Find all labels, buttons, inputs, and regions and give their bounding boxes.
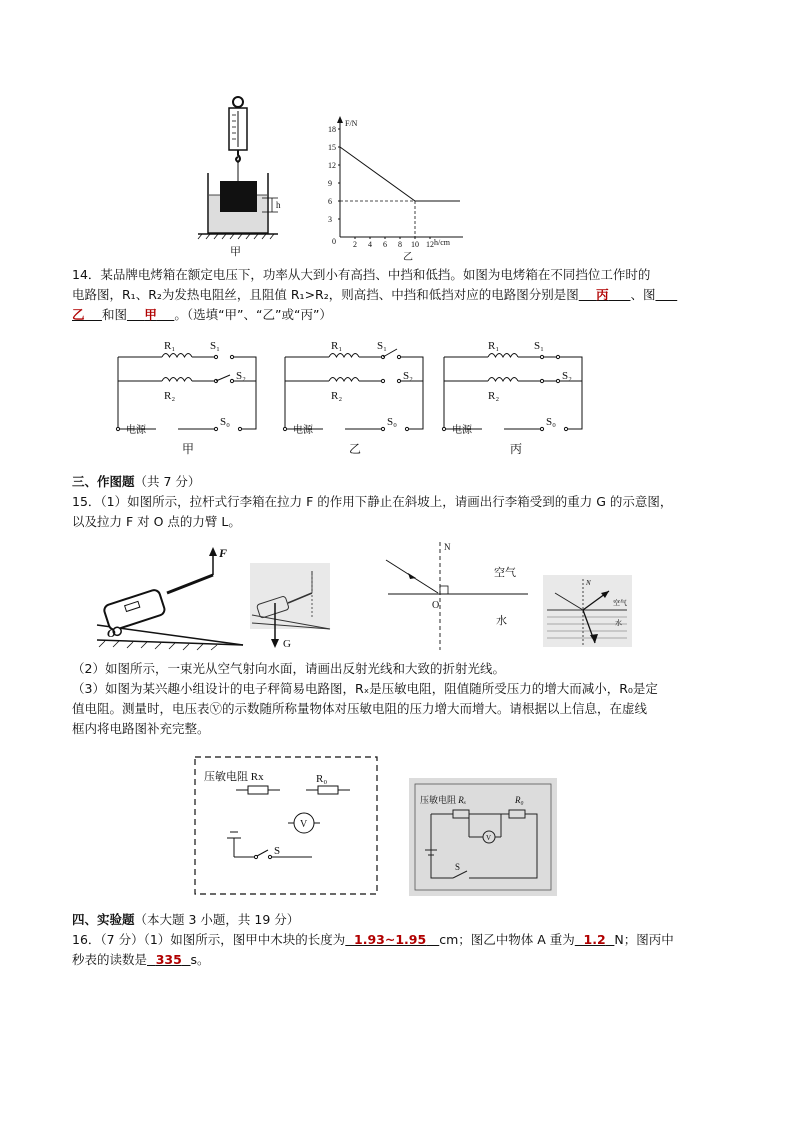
jia-s0: S₀ xyxy=(220,416,230,428)
q16-answer-3: 335 xyxy=(155,952,182,967)
jia-s1: S₁ xyxy=(210,340,220,352)
bing-s1: S₁ xyxy=(534,340,544,352)
x-tick-label: 12 xyxy=(426,240,434,249)
force-depth-graph xyxy=(318,112,468,262)
bing-s2: S₂ xyxy=(562,370,572,382)
y-tick-label: 15 xyxy=(328,143,336,152)
q14-line3 xyxy=(72,305,732,325)
yi-power: 电源 xyxy=(293,425,313,436)
q16-line1-text-a: 16．（7 分）（1）如图所示，图甲中木块的长度为 xyxy=(72,932,346,947)
q14-line2-text-a: 电路图，R₁、R₂为发热电阻丝，且阻值 R₁>R₂，则高挡、中挡和低挡对应的电路图分别是图 xyxy=(72,287,579,302)
q16-line2-text-a: 秒表的读数是 xyxy=(72,952,148,967)
q15-line2: 以及拉力 F 对 O 点的力臂 L。 xyxy=(72,514,241,529)
light-air-label: 空气 xyxy=(494,567,516,579)
section4-title: 四、实验题 xyxy=(72,912,135,927)
circuit-jia xyxy=(112,335,262,465)
q16-answer-1: 1.93~1.95 xyxy=(354,932,427,947)
jia-caption: 甲 xyxy=(182,442,195,456)
answer-photo-circuit-drawing xyxy=(409,778,557,896)
yi-r1: R₁ xyxy=(331,340,343,352)
jia-r1: R₁ xyxy=(164,340,176,352)
y-tick-label: 6 xyxy=(328,197,332,206)
light-water-label: 水 xyxy=(496,615,507,627)
jia-s2: S₂ xyxy=(236,370,246,382)
q14-line3-text-b: 。（选填“甲”、“乙”或“丙”） xyxy=(174,307,332,322)
light-refraction-figure xyxy=(380,540,530,652)
q14-answer-2: 乙 xyxy=(72,307,85,322)
q16-line1-text-b: cm；图乙中物体 A 重为 xyxy=(439,932,575,947)
x-tick-label: 4 xyxy=(368,240,372,249)
y-tick-label: 18 xyxy=(328,125,336,134)
circuit-bing xyxy=(438,335,588,465)
bing-power: 电源 xyxy=(452,425,472,436)
y-tick-label: 12 xyxy=(328,161,336,170)
q16-line2-text-b: s。 xyxy=(190,952,210,967)
q14-line2 xyxy=(72,285,732,305)
q15-part2: （2）如图所示，一束光从空气射向水面，请画出反射光线和大致的折射光线。 xyxy=(72,661,505,676)
bing-r1: R₁ xyxy=(488,340,500,352)
q14-line1: 14．某品牌电烤箱在额定电压下，功率从大到小有高挡、中挡和低挡。如图为电烤箱在不同挡位工作时的 xyxy=(72,267,651,282)
q14-line3-text-a: 和图 xyxy=(101,307,127,322)
q15-part3-line1: （3）如图为某兴趣小组设计的电子秤简易电路图，Rₓ是压敏电阻，阻值随所受压力的增大而减小，R₀是定 xyxy=(72,681,658,696)
circuit-yi xyxy=(279,335,429,465)
q15-part3-line2: 值电阻。测量时，电压表Ⓥ的示数随所称量物体对压敏电阻的压力增大而增大。请根据以上信息，在虚线 xyxy=(72,701,648,716)
x-tick-label: 6 xyxy=(383,240,387,249)
yi-caption: 乙 xyxy=(349,442,362,456)
q16-line2 xyxy=(72,950,732,970)
luggage-F-label: F xyxy=(219,546,228,560)
fig13-caption-jia: 甲 xyxy=(230,246,241,258)
light-N-label: N xyxy=(444,542,451,552)
yi-s0: S₀ xyxy=(387,416,397,428)
x-tick-label: 10 xyxy=(411,240,419,249)
section3-score: （共 7 分） xyxy=(134,474,201,489)
section4-heading xyxy=(72,910,732,930)
x-tick-label: 2 xyxy=(353,240,357,249)
q16-line1 xyxy=(72,930,732,950)
answer-photo-refraction-drawing xyxy=(543,575,632,647)
jia-r2: R₂ xyxy=(164,390,176,402)
q14-line2-text-b: 、图 xyxy=(630,287,656,302)
box-voltmeter-label: V xyxy=(300,819,308,830)
q16-line1-text-c: N；图丙中 xyxy=(614,932,674,947)
q16-answer-2: 1.2 xyxy=(583,932,606,947)
q14-answer-1: 丙 xyxy=(596,287,609,302)
bing-s0: S₀ xyxy=(546,416,556,428)
q14-answer-3: 甲 xyxy=(144,307,157,322)
bing-r2: R₂ xyxy=(488,390,500,402)
q15-line1: 15．（1）如图所示，拉杆式行李箱在拉力 F 的作用下静止在斜坡上，请画出行李箱受到的重力 G 的示意图， xyxy=(72,494,673,509)
section3-title: 三、作图题 xyxy=(72,474,135,489)
section4-score: （本大题 3 小题，共 19 分） xyxy=(134,912,300,927)
box-r0-label: R₀ xyxy=(316,773,328,785)
graph-ylabel: F/N xyxy=(345,119,358,128)
scale-circuit-dashed-box xyxy=(194,756,379,896)
photo-s-label: S xyxy=(455,862,461,872)
answer-photo-luggage-drawing xyxy=(250,563,340,648)
box-rx-label: 压敏电阻 Rx xyxy=(204,771,264,783)
light-O-label: O xyxy=(432,600,440,611)
yi-s1: S₁ xyxy=(377,340,387,352)
graph-xlabel: h/cm xyxy=(434,238,450,247)
graph-origin: 0 xyxy=(332,237,336,246)
photo-r0-label: R₀ xyxy=(515,795,524,805)
svg-text:N: N xyxy=(586,579,591,587)
section3-heading xyxy=(72,472,732,492)
series-line-F xyxy=(340,147,460,201)
svg-text:水: 水 xyxy=(615,619,622,627)
svg-text:空气: 空气 xyxy=(613,599,627,607)
box-switch-label: S xyxy=(274,845,281,857)
graph-caption-yi: 乙 xyxy=(403,252,413,263)
luggage-O-label: O xyxy=(107,626,116,640)
photo-rx-label: 压敏电阻 Rₓ xyxy=(420,795,467,805)
bing-caption: 丙 xyxy=(510,442,523,456)
photo-v-label: V xyxy=(486,834,492,842)
q15-part3-line3: 框内将电路图补充完整。 xyxy=(72,721,210,736)
y-tick-label: 3 xyxy=(328,215,332,224)
yi-s2: S₂ xyxy=(403,370,413,382)
jia-power: 电源 xyxy=(126,425,146,436)
photo-G-label: G xyxy=(283,638,291,650)
x-tick-label: 8 xyxy=(398,240,402,249)
fig13-h-label: h xyxy=(276,200,281,210)
y-tick-label: 9 xyxy=(328,179,332,188)
spring-scale-figure xyxy=(196,95,296,260)
luggage-slope-figure xyxy=(95,545,245,650)
yi-r2: R₂ xyxy=(331,390,343,402)
